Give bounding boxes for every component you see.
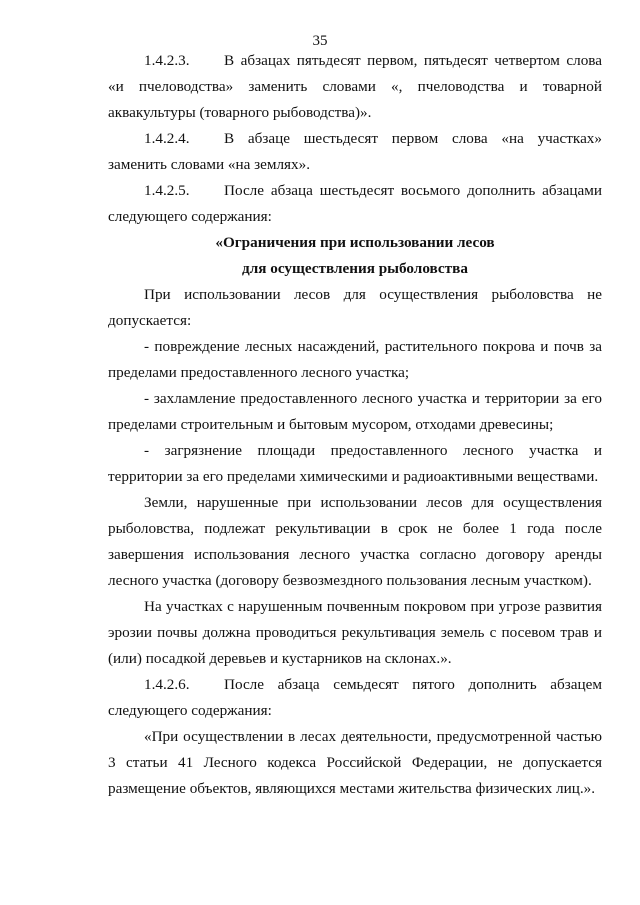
paragraph: Земли, нарушенные при использовании лесов для осуществления рыболовства, подлежат рекультивации в срок не более 1 года после завершения использования лесного участка согласно договору аренды лесного участка (договору безвозмездного пользования лесным участком).	[108, 494, 602, 589]
clause-text: После абзаца семьдесят пятого дополнить абзацем следующего содержания:	[108, 676, 602, 719]
document-body	[108, 48, 602, 802]
clause-number: 1.4.2.4.	[144, 130, 190, 147]
clause-1-4-2-6	[108, 672, 602, 724]
clause-1-4-2-4	[108, 126, 602, 178]
section-heading-line-2: для осуществления рыболовства	[242, 260, 468, 277]
clause-1-4-2-3	[108, 48, 602, 126]
clause-number: 1.4.2.6.	[144, 676, 190, 693]
page-number: 35	[312, 33, 328, 49]
section-heading-line-1: «Ограничения при использовании лесов	[215, 234, 495, 251]
paragraph: На участках с нарушенным почвенным покровом при угрозе развития эрозии почвы должна проводиться рекультивация земель с посевом трав и (или) посадкой деревьев и кустарников на склонах.».	[108, 598, 602, 667]
list-item: - загрязнение площади предоставленного лесного участка и территории за его пределами химическими и радиоактивными веществами.	[108, 442, 602, 485]
list-item: - захламление предоставленного лесного участка и территории за его пределами строительным и бытовым мусором, отходами древесины;	[108, 390, 602, 433]
clause-1-4-2-5	[108, 178, 602, 230]
clause-number: 1.4.2.3.	[144, 52, 190, 69]
clause-text: В абзаце шестьдесят первом слова «на участках» заменить словами «на землях».	[108, 130, 602, 173]
list-item: - повреждение лесных насаждений, растительного покрова и почв за пределами предоставленного лесного участка;	[108, 338, 602, 381]
clause-text: В абзацах пятьдесят первом, пятьдесят четвертом слова «и пчеловодства» заменить словами «, пчеловодства и товарной аквакультуры (товарного рыбоводства)».	[108, 52, 602, 121]
paragraph: «При осуществлении в лесах деятельности, предусмотренной частью 3 статьи 41 Лесного кодекса Российской Федерации, не допускается размещение объектов, являющихся местами жительства физических лиц.».	[108, 728, 602, 797]
clause-text: После абзаца шестьдесят восьмого дополнить абзацами следующего содержания:	[108, 182, 602, 225]
clause-number: 1.4.2.5.	[144, 182, 190, 199]
paragraph: При использовании лесов для осуществления рыболовства не допускается:	[108, 286, 602, 329]
